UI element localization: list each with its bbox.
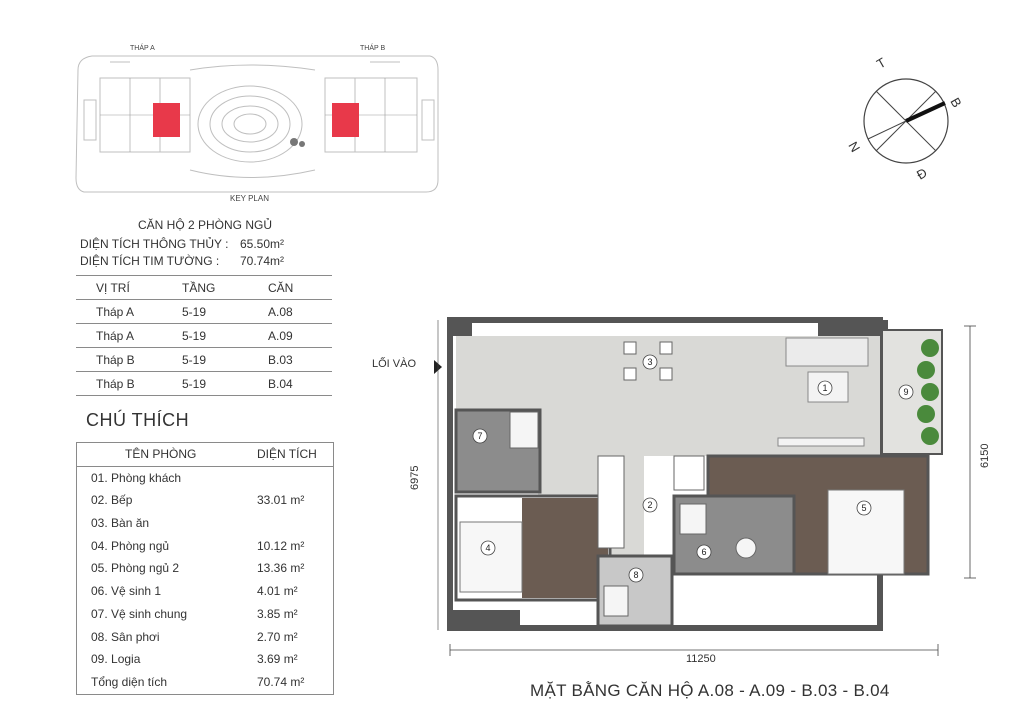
header-unit: CĂN [268,276,332,300]
position-table-header [76,276,332,300]
plan-title: MẶT BẰNG CĂN HỘ A.08 - A.09 - B.03 - B.04 [530,681,890,700]
table-row [76,372,332,396]
gross-area-row [80,253,330,270]
legend-header [77,443,333,467]
cell-floor: 5-19 [182,348,268,372]
room-number-3: 3 [647,357,653,367]
key-plan-caption: KEY PLAN [230,194,269,203]
legend-row [77,603,333,626]
key-plan-drawing [70,40,440,210]
legend-row-total [77,671,333,694]
room-area: 33.01 m² [257,493,305,508]
tower-b-label: THÁP B [360,45,386,52]
cell-unit: B.03 [268,348,332,372]
table-row [76,300,332,324]
room-number-9: 9 [903,387,909,397]
room-number-1: 1 [822,383,828,393]
table-row [76,348,332,372]
legend-row [77,535,333,558]
room-area: 2.70 m² [257,629,298,644]
legend-row [77,489,333,512]
room-number-5: 5 [861,503,867,513]
total-label: Tổng diện tích [91,674,168,689]
legend-header-room: TÊN PHÒNG [125,447,197,461]
cell-floor: 5-19 [182,300,268,324]
room-area: 3.69 m² [257,652,298,667]
legend-header-area: DIỆN TÍCH [257,447,317,461]
compass-rose [845,54,978,185]
legend-row [77,467,333,490]
total-area: 70.74 m² [257,674,305,689]
compass-south: Đ [914,164,930,183]
compass-north: T [874,54,889,72]
cell-floor: 5-19 [182,324,268,348]
room-area: 3.85 m² [257,606,298,621]
room-name: 03. Bàn ăn [91,516,150,531]
legend-title: CHÚ THÍCH [86,410,190,430]
cell-tower: Tháp A [76,324,182,348]
room-area [247,467,333,490]
room-number-7: 7 [477,431,483,441]
highlight-tower-b [332,103,359,137]
compass-east: B [947,95,965,111]
floor-plan-drawing [409,300,1000,670]
table-row [76,324,332,348]
header-floor: TẦNG [182,276,268,300]
floor-plan [409,300,1000,670]
entry-label: LỐI VÀO [372,358,417,370]
header-position: VỊ TRÍ [76,276,182,300]
apartment-summary [80,218,330,270]
room-area: 4.01 m² [257,584,298,599]
room-name: 04. Phòng ngủ [91,538,170,553]
cell-unit: A.08 [268,300,332,324]
room-number-2: 2 [647,500,653,510]
gross-area-label: DIỆN TÍCH TIM TƯỜNG : [80,254,220,268]
room-name: 09. Logia [91,652,141,667]
room-name: 01. Phòng khách [91,470,182,485]
net-area-label: DIỆN TÍCH THÔNG THỦY : [80,237,229,251]
room-number-6: 6 [701,547,707,557]
compass-west: N [845,139,864,155]
room-area: 13.36 m² [257,561,305,576]
cell-floor: 5-19 [182,372,268,396]
room-name: 07. Vệ sinh chung [91,606,188,621]
room-name: 08. Sân phơi [91,629,160,644]
gross-area-value: 70.74m² [240,254,285,268]
dimension-left: 6975 [409,465,421,490]
cell-tower: Tháp A [76,300,182,324]
position-table [76,275,332,396]
dimension-right: 6150 [979,443,991,468]
cell-tower: Tháp B [76,372,182,396]
tower-a-label: THÁP A [130,45,155,52]
legend-row [77,626,333,649]
key-plan [70,40,440,210]
room-area: 10.12 m² [257,538,305,553]
net-area-row [80,236,330,253]
cell-unit: B.04 [268,372,332,396]
legend-row [77,580,333,603]
cell-tower: Tháp B [76,348,182,372]
legend-row [77,557,333,580]
compass [845,54,978,185]
highlight-tower-a [153,103,180,137]
room-name: 05. Phòng ngủ 2 [91,561,180,576]
room-name: 06. Vệ sinh 1 [91,584,162,599]
legend-table [76,442,334,695]
cell-unit: A.09 [268,324,332,348]
apartment-type-title: CĂN HỘ 2 PHÒNG NGỦ [137,218,272,232]
net-area-value: 65.50m² [240,237,285,251]
room-area [247,512,333,535]
room-number-4: 4 [485,543,491,553]
room-number-8: 8 [633,570,639,580]
legend-row [77,512,333,535]
legend-row [77,648,333,671]
room-name: 02. Bếp [91,493,133,508]
dimension-width: 11250 [686,653,716,665]
